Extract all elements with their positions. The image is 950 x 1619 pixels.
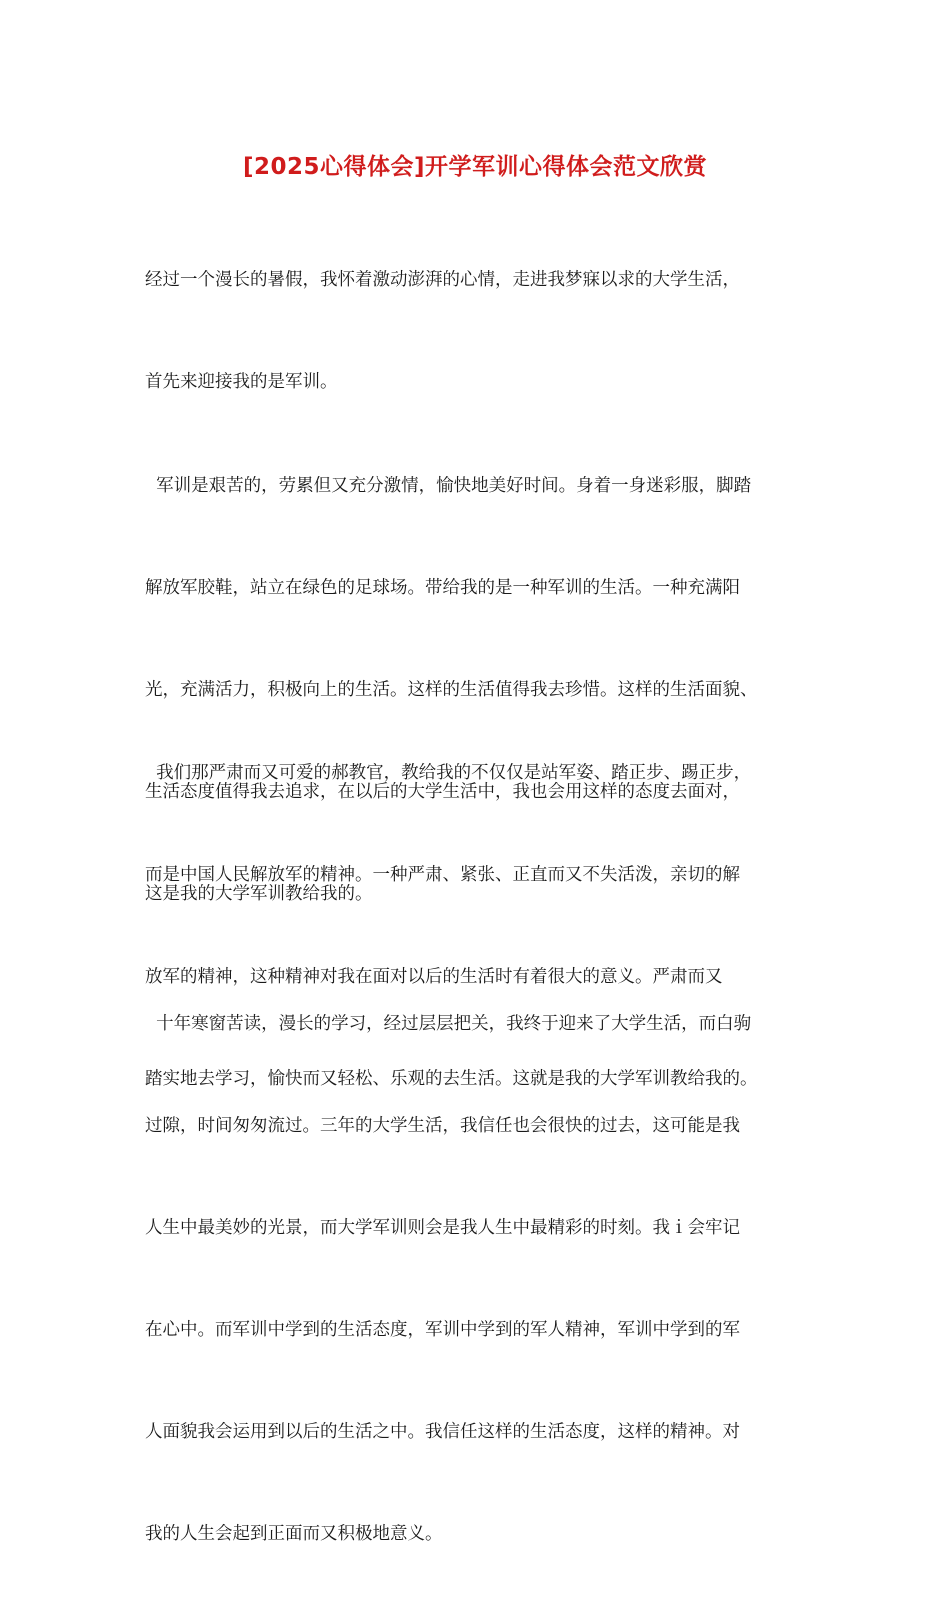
text-line: 人生中最美妙的光景，而大学军训则会是我人生中最精彩的时刻。我ｉ会牢记 xyxy=(145,1218,740,1238)
text-line: 首先来迎接我的是军训。 xyxy=(145,372,338,392)
document-title: [2025心得体会]开学军训心得体会范文欣赏 xyxy=(242,154,708,180)
paragraph-reflection xyxy=(145,939,810,1619)
text-line: 人面貌我会运用到以后的生活之中。我信任这样的生活态度，这样的精神。对 xyxy=(145,1422,740,1442)
text-line: 军训是艰苦的，劳累但又充分激情，愉快地美好时间。身着一身迷彩服，脚踏 xyxy=(145,476,752,496)
text-line: 踏实地去学习，愉快而又轻松、乐观的去生活。这就是我的大学军训教给我的。 xyxy=(145,1069,758,1089)
text-line: 十年寒窗苦读，漫长的学习，经过层层把关，我终于迎来了大学生活，而白驹 xyxy=(145,1014,752,1034)
text-line: 而是中国人民解放军的精神。一种严肃、紧张、正直而又不失活泼，亲切的解 xyxy=(145,865,740,885)
text-line: 经过一个漫长的暑假，我怀着激动澎湃的心情，走进我梦寐以求的大学生活， xyxy=(145,270,740,290)
text-line: 这是我的大学军训教给我的。 xyxy=(145,884,373,904)
text-line: 解放军胶鞋，站立在绿色的足球场。带给我的是一种军训的生活。一种充满阳 xyxy=(145,578,740,598)
text-line: 光，充满活力，积极向上的生活。这样的生活值得我去珍惜。这样的生活面貌、 xyxy=(145,680,758,700)
text-line: 生活态度值得我去追求，在以后的大学生活中，我也会用这样的态度去面对， xyxy=(145,782,740,802)
text-line: 在心中。而军训中学到的生活态度，军训中学到的军人精神，军训中学到的军 xyxy=(145,1320,740,1340)
text-line: 放军的精神，这种精神对我在面对以后的生活时有着很大的意义。严肃而又 xyxy=(145,967,723,987)
text-line: 我的人生会起到正面而又积极地意义。 xyxy=(145,1524,443,1544)
text-line: 过隙，时间匆匆流过。三年的大学生活，我信任也会很快的过去，这可能是我 xyxy=(145,1116,740,1136)
text-line: 我们那严肃而又可爱的郝教官，教给我的不仅仅是站军姿、踏正步、踢正步， xyxy=(145,763,752,783)
